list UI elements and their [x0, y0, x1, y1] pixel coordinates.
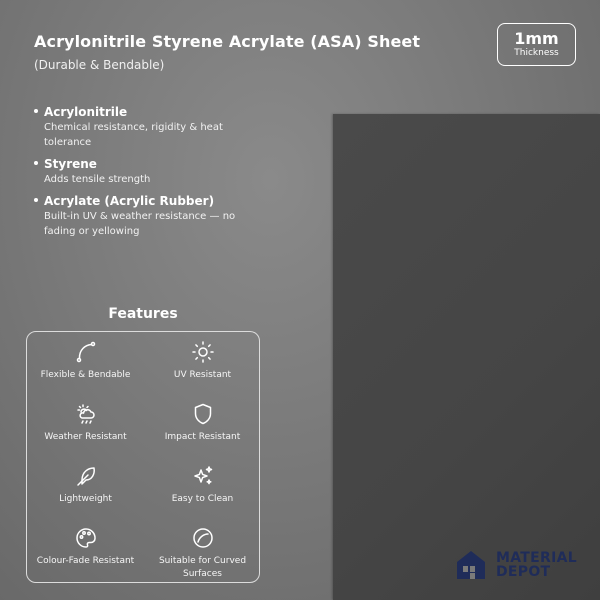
- thickness-badge: [497, 23, 576, 66]
- sun-icon: [191, 340, 215, 364]
- palette-icon: [74, 526, 98, 550]
- component-name: Styrene: [44, 157, 97, 171]
- sparkle-icon: [191, 464, 215, 488]
- feature-item: [27, 402, 144, 444]
- component-item: [34, 104, 274, 150]
- feature-item: [144, 526, 261, 581]
- curve-icon: [74, 340, 98, 364]
- feature-item: [144, 340, 261, 382]
- feather-icon: [74, 464, 98, 488]
- feature-item: [27, 464, 144, 506]
- house-logo-icon: [455, 548, 487, 580]
- brand-name-line1: MATERIAL: [496, 550, 577, 566]
- bullet-dot: [34, 161, 38, 165]
- feature-label: UV Resistant: [173, 370, 232, 380]
- asa-sheet-image: [333, 114, 600, 600]
- feature-label: Weather Resistant: [44, 432, 127, 442]
- thickness-value: 1mm: [514, 29, 559, 48]
- feature-item: [27, 526, 144, 568]
- feature-label: Impact Resistant: [164, 432, 241, 442]
- brand-name-line2: DEPOT: [496, 564, 551, 580]
- weather-icon: [74, 402, 98, 426]
- feature-label: Easy to Clean: [171, 494, 234, 504]
- curved-surface-icon: [191, 526, 215, 550]
- component-item: [34, 156, 274, 187]
- bullet-dot: [34, 109, 38, 113]
- feature-label: Lightweight: [59, 494, 112, 504]
- component-desc: Built-in UV & weather resistance — no fading or yellowing: [44, 211, 236, 237]
- feature-label: Flexible & Bendable: [40, 370, 131, 380]
- page-title: Acrylonitrile Styrene Acrylate (ASA) Sheet: [34, 32, 421, 51]
- feature-item: [144, 402, 261, 444]
- component-name: Acrylonitrile: [44, 105, 128, 119]
- feature-item: [144, 464, 261, 506]
- shield-icon: [191, 402, 215, 426]
- page-subtitle: (Durable & Bendable): [34, 58, 165, 72]
- features-heading: Features: [108, 306, 178, 322]
- feature-item: [27, 340, 144, 382]
- feature-label: Colour-Fade Resistant: [36, 556, 135, 566]
- feature-label: Suitable for Curved Surfaces: [158, 556, 247, 579]
- component-desc: Chemical resistance, rigidity & heat tolerance: [44, 122, 223, 148]
- component-name: Acrylate (Acrylic Rubber): [44, 194, 215, 208]
- component-list: [34, 104, 274, 245]
- features-panel: [26, 331, 260, 583]
- bullet-dot: [34, 198, 38, 202]
- component-item: [34, 193, 274, 239]
- component-desc: Adds tensile strength: [44, 174, 151, 185]
- thickness-label: Thickness: [514, 48, 559, 58]
